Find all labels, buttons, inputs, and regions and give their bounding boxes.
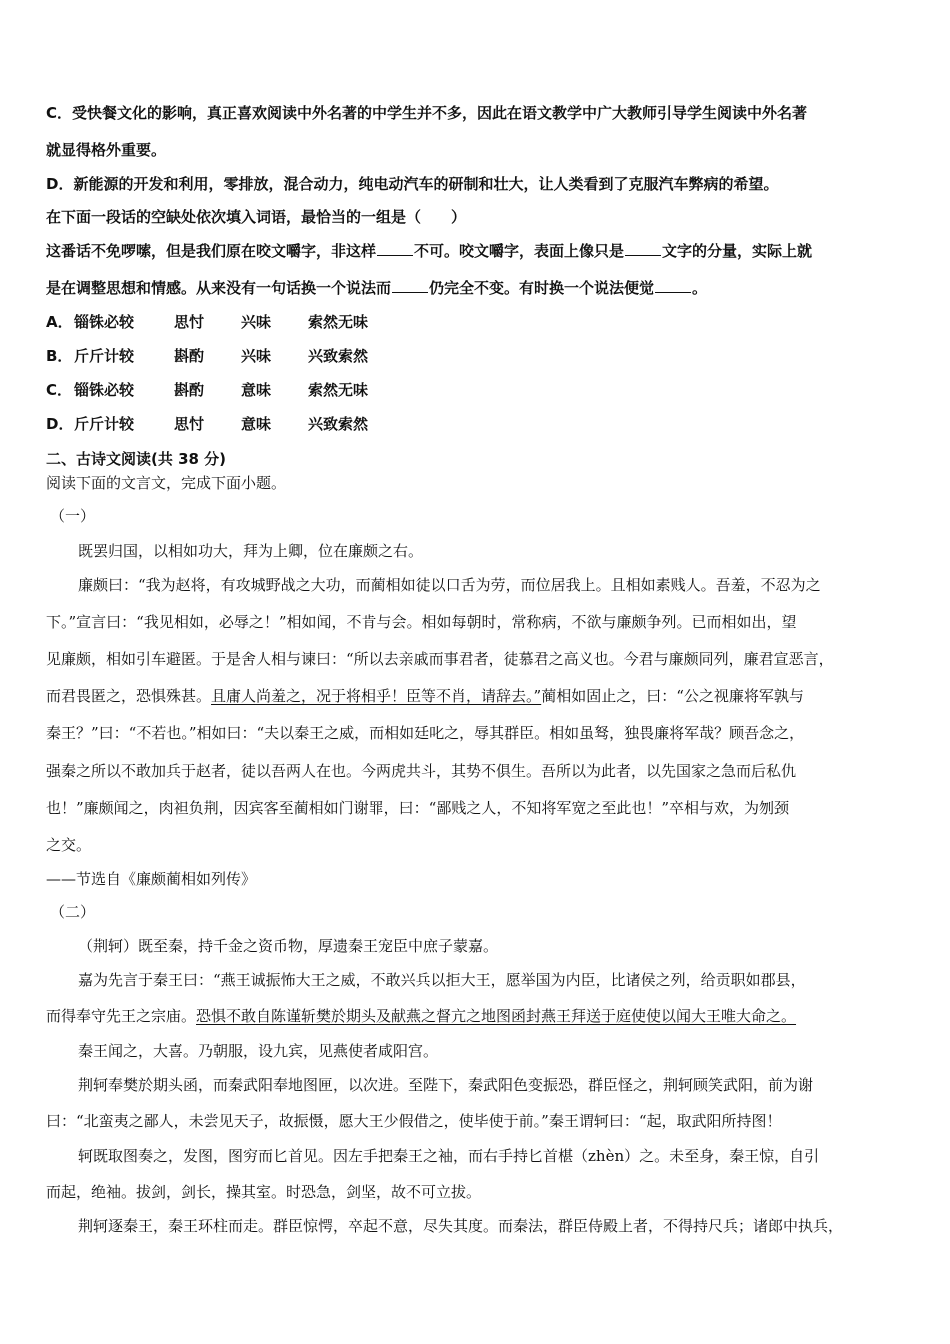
option-word: 斤斤计较: [74, 415, 135, 433]
option-word: 意味: [241, 415, 272, 433]
underlined-sentence: 恐惧不敢自陈谨斩樊於期头及献燕之督亢之地图函封燕王拜送于庭使使以闻大王唯大命之。: [196, 1007, 797, 1025]
passage-text: 蔺相如固止之，曰：“公之视廉将军孰与: [541, 687, 804, 705]
option-label: D．: [46, 415, 74, 433]
option-word: 兴致索然: [308, 415, 369, 433]
passage-text: 仍完全不变。有时换一个说法便觉: [429, 279, 655, 297]
option-word: 锱铢必较: [74, 381, 135, 399]
passage1-line: 廉颇曰：“我为赵将，有攻城野战之大功，而蔺相如徒以口舌为劳，而位居我上。且相如素贱人。吾羞，不忍为之: [78, 576, 821, 594]
question-stem: 在下面一段话的空缺处依次填入词语，最恰当的一组是（ ）: [46, 208, 467, 226]
blank-3: [392, 278, 428, 293]
passage2-line: 轲既取图奏之，发图，图穷而匕首见。因左手把秦王之袖，而右手持匕首椹（zhèn）之。未至身，秦王惊，自引: [78, 1147, 820, 1165]
option-c-line2: 就显得格外重要。: [46, 141, 167, 159]
passage1-line: [46, 686, 804, 706]
passage2-line: 嘉为先言于秦王曰：“燕王诚振怖大王之威，不敢兴兵以拒大王，愿举国为内臣，比诸侯之列，给贡职如郡县，: [78, 971, 806, 989]
underlined-sentence: 且庸人尚羞之，况于将相乎！臣等不肖，请辞去。”: [211, 687, 542, 705]
option-word: 斟酌: [174, 381, 205, 399]
answer-option-c: [46, 380, 368, 400]
passage1-line: 之交。: [46, 836, 92, 854]
passage2-label: （二）: [50, 903, 96, 921]
option-word: 斤斤计较: [74, 347, 135, 365]
answer-option-d: [46, 414, 368, 434]
passage1-line: 强秦之所以不敢加兵于赵者，徒以吾两人在也。今两虎共斗，其势不俱生。吾所以为此者，以先国家之急而后私仇: [46, 762, 797, 780]
option-label: A．: [46, 313, 73, 331]
question-passage-line1: [46, 241, 812, 261]
answer-option-b: [46, 346, 368, 366]
option-word: 思忖: [174, 415, 205, 433]
answer-option-a: [46, 312, 368, 332]
option-word: 思忖: [174, 313, 205, 331]
option-c-line1: C．受快餐文化的影响，真正喜欢阅读中外名著的中学生并不多，因此在语文教学中广大教师引导学生阅读中外名著: [46, 104, 808, 122]
passage-text: 而君畏匿之，恐惧殊甚。: [46, 687, 212, 705]
option-word: 兴致索然: [308, 347, 369, 365]
passage-text: 而得奉守先王之宗庙。: [46, 1007, 197, 1025]
passage-text: 。: [692, 279, 708, 297]
passage2-line: 荆轲逐秦王，秦王环柱而走。群臣惊愕，卒起不意，尽失其度。而秦法，群臣侍殿上者，不得持尺兵；诸郎中执兵，: [78, 1217, 844, 1235]
passage1-line: 秦王？”曰：“不若也。”相如曰：“夫以秦王之威，而相如廷叱之，辱其群臣。相如虽驽，独畏廉将军哉？顾吾念之，: [46, 724, 805, 742]
section-intro: 阅读下面的文言文，完成下面小题。: [46, 474, 287, 492]
option-d: D．新能源的开发和利用，零排放，混合动力，纯电动汽车的研制和壮大，让人类看到了克服汽车弊病的希望。: [46, 175, 779, 193]
option-word: 锱铢必较: [74, 313, 135, 331]
passage-text: 不可。咬文嚼字，表面上像只是: [414, 242, 625, 260]
passage2-line: 秦王闻之，大喜。乃朝服，设九宾，见燕使者咸阳宫。: [78, 1042, 439, 1060]
option-word: 意味: [241, 381, 272, 399]
option-word: 索然无味: [308, 313, 369, 331]
passage2-line: 荆轲奉樊於期头函，而秦武阳奉地图匣，以次进。至陛下，秦武阳色变振恐，群臣怪之，荆轲顾笑武阳，前为谢: [78, 1076, 814, 1094]
blank-4: [655, 278, 691, 293]
option-word: 斟酌: [174, 347, 205, 365]
section-title: 二、古诗文阅读(共 38 分): [46, 450, 227, 468]
passage-text: 是在调整思想和情感。从来没有一句话换一个说法而: [46, 279, 392, 297]
blank-1: [377, 241, 413, 256]
passage2-line: （荆轲）既至秦，持千金之资币物，厚遗秦王宠臣中庶子蒙嘉。: [78, 937, 499, 955]
passage2-line: 而起，绝袖。拔剑，剑长，操其室。时恐急，剑坚，故不可立拔。: [46, 1183, 482, 1201]
option-word: 索然无味: [308, 381, 369, 399]
passage1-line: 见廉颇，相如引车避匿。于是舍人相与谏曰：“所以去亲戚而事君者，徒慕君之高义也。今君与廉颇同列，廉君宣恶言，: [46, 650, 834, 668]
blank-2: [625, 241, 661, 256]
option-label: C．: [46, 381, 73, 399]
passage1-line: 也！”廉颇闻之，肉袒负荆，因宾客至蔺相如门谢罪，曰：“鄙贱之人，不知将军宽之至此也！”卒相与欢，为刎颈: [46, 799, 790, 817]
option-word: 兴味: [241, 313, 272, 331]
passage1-line: 下。”宣言曰：“我见相如，必辱之！”相如闻，不肯与会。相如每朝时，常称病，不欲与廉颇争列。已而相如出，望: [46, 613, 797, 631]
question-passage-line2: [46, 278, 707, 298]
passage-text: 这番话不免啰嗦，但是我们原在咬文嚼字，非这样: [46, 242, 377, 260]
passage2-line: [46, 1006, 796, 1026]
passage1-source: ——节选自《廉颇蔺相如列传》: [46, 870, 257, 888]
passage2-line: 曰：“北蛮夷之鄙人，未尝见天子，故振慑，愿大王少假借之，使毕使于前。”秦王谓轲曰：“起，取武阳所持图！: [46, 1112, 782, 1130]
option-word: 兴味: [241, 347, 272, 365]
passage1-line: 既罢归国，以相如功大，拜为上卿，位在廉颇之右。: [78, 542, 424, 560]
option-label: B．: [46, 347, 73, 365]
passage-text: 文字的分量，实际上就: [662, 242, 813, 260]
passage1-label: （一）: [50, 507, 96, 525]
